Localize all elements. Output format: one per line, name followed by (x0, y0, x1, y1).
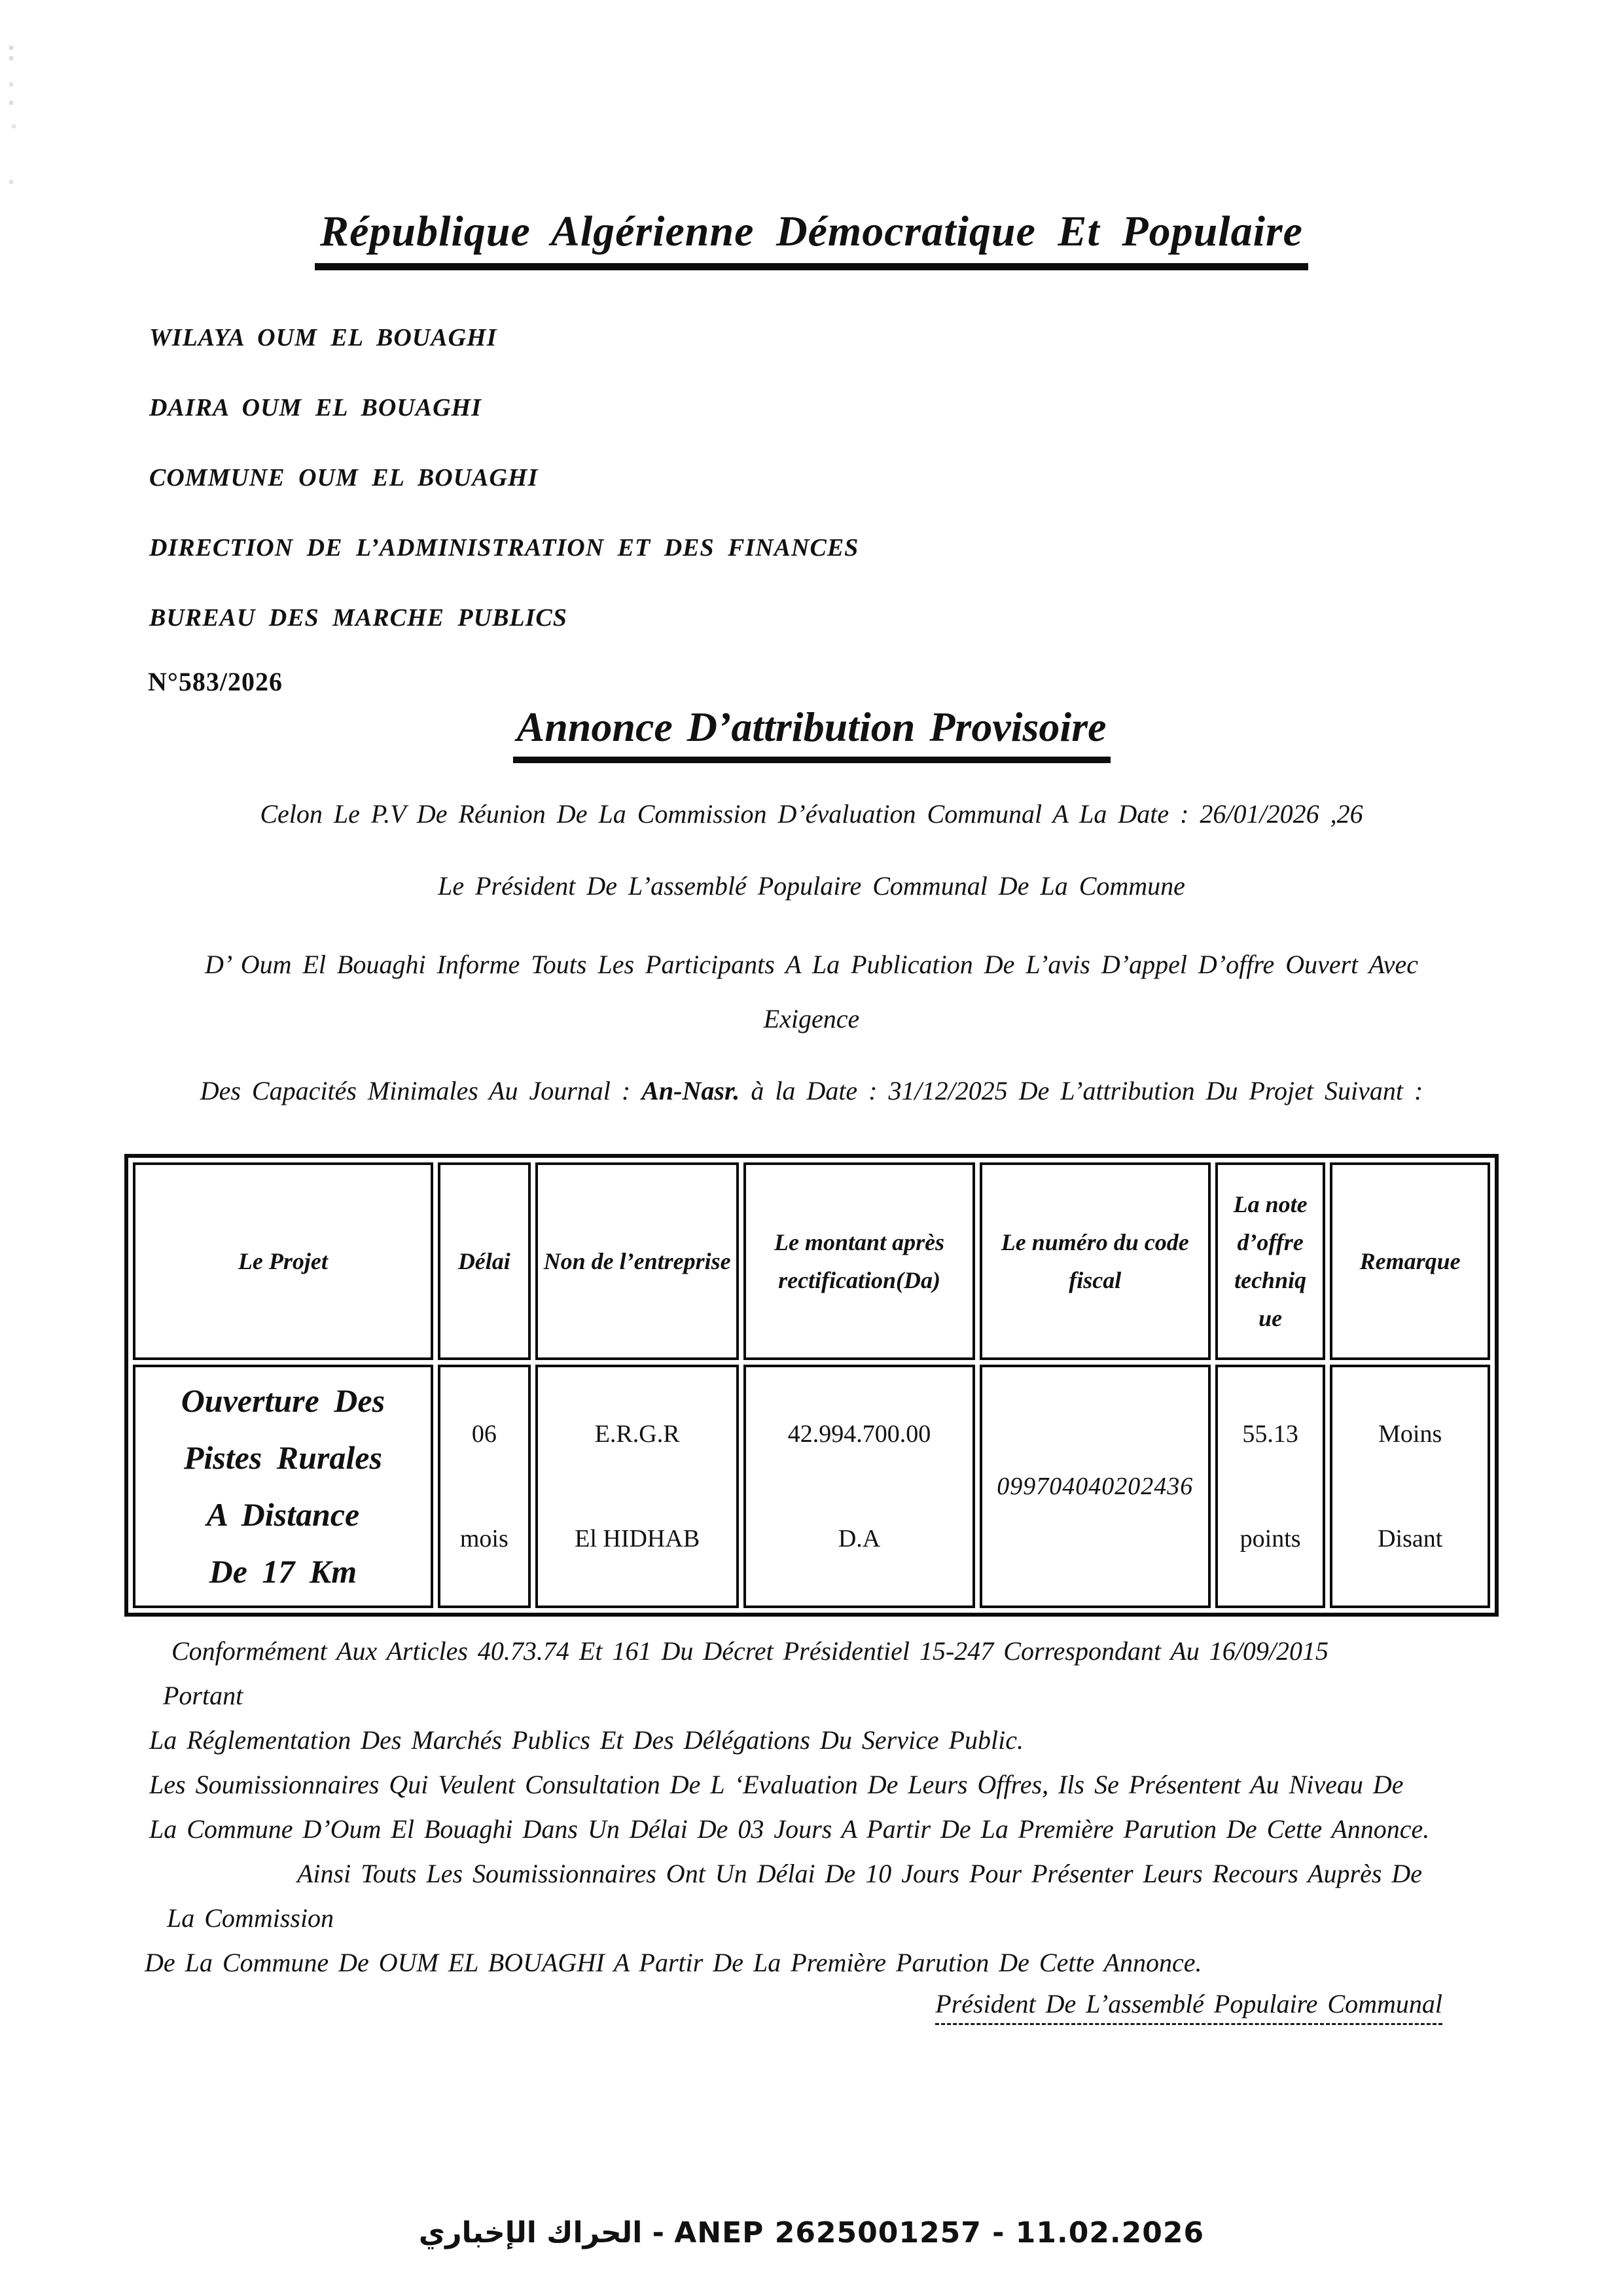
code-fiscal-value: 099704040202436 (997, 1473, 1194, 1500)
cell-projet (133, 1365, 433, 1608)
paragraph-reglementation: La Réglementation Des Marchés Publics Et Des Délégations Du Service Public. (149, 1725, 1024, 1755)
intro-line-5-suffix: à la Date : 31/12/2025 De L’attribution Du Projet Suivant : (740, 1076, 1423, 1105)
intro-line-2: Le Président De L’assemblé Populaire Communal De La Commune (438, 871, 1185, 901)
intro-line-5-prefix: Des Capacités Minimales Au Journal : (200, 1076, 642, 1105)
entreprise-line-2: El HIDHAB (575, 1525, 700, 1552)
footer-arabic-text: الحراك الإخباري (418, 2216, 643, 2250)
cell-remarque (1330, 1365, 1490, 1608)
header-cell-entreprise: Non de l’entreprise (535, 1162, 740, 1360)
page-title-text: République Algérienne Démocratique Et Populaire (315, 207, 1308, 270)
cell-entreprise (535, 1365, 740, 1608)
cell-delai (438, 1365, 531, 1608)
announcement-title (0, 703, 1623, 763)
remarque-line-2: Disant (1378, 1525, 1443, 1552)
projet-line-2: Pistes Rurales (183, 1439, 382, 1476)
paragraph-commission: La Commission (167, 1903, 334, 1933)
header-cell-delai: Délai (438, 1162, 531, 1360)
header-cell-remarque: Remarque (1330, 1162, 1490, 1360)
signature-line: Président De L’assemblé Populaire Communal (935, 1988, 1442, 2025)
projet-line-1: Ouverture Des (181, 1382, 385, 1419)
header-cell-projet: Le Projet (133, 1162, 433, 1360)
announcement-title-text: Annonce D’attribution Provisoire (513, 703, 1111, 763)
org-line-direction: DIRECTION DE L’ADMINISTRATION ET DES FINANCES (149, 534, 859, 562)
award-table (124, 1154, 1499, 1617)
header-cell-code-fiscal: Le numéro du code fiscal (980, 1162, 1211, 1360)
paragraph-parution: De La Commune De OUM EL BOUAGHI A Partir De La Première Parution De Cette Annonce. (145, 1948, 1202, 1977)
montant-currency: D.A (838, 1525, 881, 1552)
footer-anep-reference: ANEP 2625001257 - 11.02.2026 (674, 2216, 1205, 2250)
closing-paragraphs (124, 1638, 1525, 1994)
projet-line-3: A Distance (206, 1496, 360, 1533)
org-line-wilaya: WILAYA OUM EL BOUAGHI (149, 324, 497, 351)
award-table-data-row (133, 1365, 1490, 1608)
footer-separator: - (652, 2216, 664, 2250)
header-cell-note: La note d’offre techniq ue (1215, 1162, 1325, 1360)
organisation-block (149, 325, 859, 675)
entreprise-line-1: E.R.G.R (594, 1420, 680, 1448)
paragraph-conformement: Conformément Aux Articles 40.73.74 Et 161 Du Décret Présidentiel 15-247 Correspondant Au 16/09/2015 (171, 1636, 1329, 1666)
reference-number: N°583/2026 (148, 667, 283, 696)
scan-speck-artifacts (9, 46, 13, 50)
paragraph-commune-delai: La Commune D’Oum El Bouaghi Dans Un Délai De 03 Jours A Partir De La Première Parution De Cette Annonce. (149, 1814, 1430, 1844)
projet-line-4: De 17 Km (209, 1553, 357, 1590)
org-line-daira: DAIRA OUM EL BOUAGHI (149, 394, 482, 422)
note-value: 55.13 (1242, 1420, 1298, 1448)
header-cell-montant: Le montant après rectification(Da) (743, 1162, 974, 1360)
paragraph-recours: Ainsi Touts Les Soumissionnaires Ont Un Délai De 10 Jours Pour Présenter Leurs Recours Auprès De (297, 1859, 1423, 1888)
intro-line-3: D’ Oum El Bouaghi Informe Touts Les Participants A La Publication De L’avis D’appel D’offre Ouvert Avec (204, 950, 1419, 979)
paragraph-soumissionnaires: Les Soumissionnaires Qui Veulent Consultation De L ‘Evaluation De Leurs Offres, Ils Se Présentent Au Niveau De (149, 1770, 1404, 1799)
note-unit: points (1240, 1525, 1301, 1552)
intro-line-1: Celon Le P.V De Réunion De La Commission D’évaluation Communal A La Date : 26/01/2026 ,26 (260, 799, 1363, 829)
journal-name: An-Nasr. (641, 1076, 740, 1105)
intro-line-5 (0, 1075, 1623, 1106)
page-title (0, 207, 1623, 270)
cell-montant (743, 1365, 974, 1608)
cell-code-fiscal (980, 1365, 1211, 1608)
montant-value: 42.994.700.00 (787, 1420, 931, 1448)
org-line-commune: COMMUNE OUM EL BOUAGHI (149, 464, 539, 492)
cell-note (1215, 1365, 1325, 1608)
award-table-header-row (133, 1162, 1490, 1360)
org-line-bureau: BUREAU DES MARCHE PUBLICS (149, 604, 567, 632)
delai-value: 06 (471, 1420, 497, 1448)
intro-line-4: Exigence (763, 1004, 860, 1033)
delai-unit: mois (459, 1525, 508, 1552)
remarque-line-1: Moins (1378, 1420, 1442, 1448)
paragraph-portant: Portant (163, 1681, 243, 1710)
footer-line (0, 2216, 1623, 2250)
